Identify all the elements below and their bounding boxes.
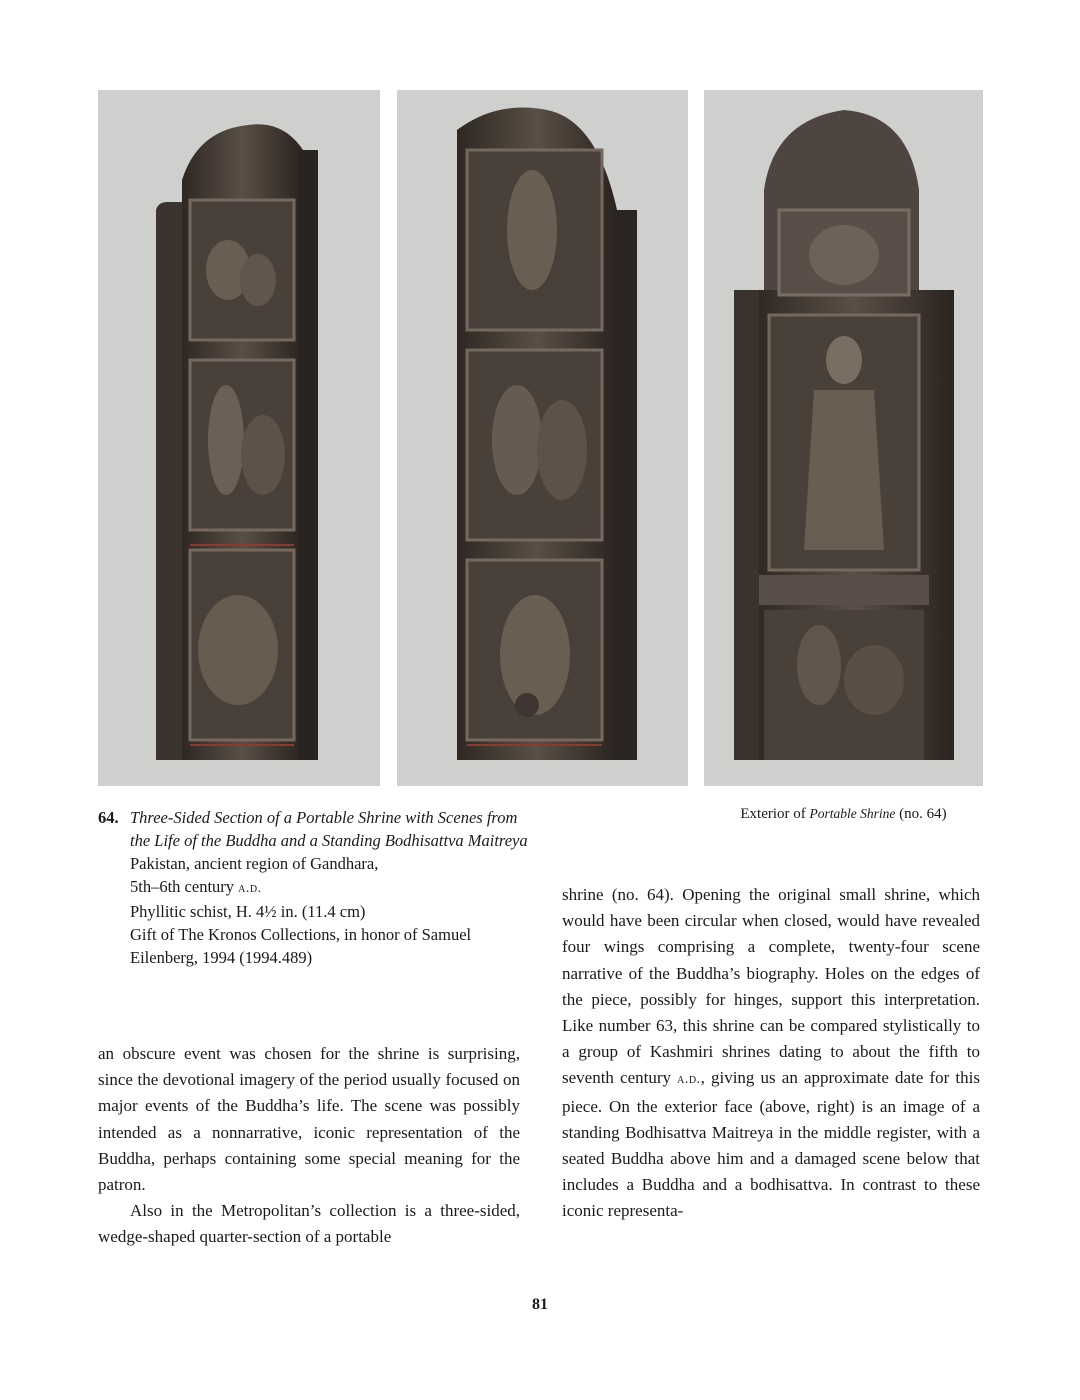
body-column-right xyxy=(562,882,980,1225)
shrine-photo-middle xyxy=(397,90,688,786)
caption-origin: Pakistan, ancient region of Gandhara, xyxy=(130,854,379,873)
figure-number: 64. xyxy=(98,808,119,827)
shrine-right-image xyxy=(704,90,983,786)
caption-title-line2: the Life of the Buddha and a Standing Bodhisattva Maitreya xyxy=(130,831,528,850)
caption-date-text: 5th–6th century xyxy=(130,877,235,896)
caption-credit-line1: Gift of The Kronos Collections, in honor of Samuel xyxy=(130,925,472,944)
page-number: 81 xyxy=(532,1296,548,1313)
body-right-part2: , giving us an approximate date for this piece. On the exterior face (above, right) is an image of a standing Bodhisattva Maitreya in the middle register, with a seated Buddha above him and a damaged scene below that includes a Buddha and a bodhisattva. In contrast to these iconic representa- xyxy=(562,1068,980,1221)
shrine-photo-right xyxy=(704,90,983,786)
caption-material: Phyllitic schist, H. 4½ in. (11.4 cm) xyxy=(130,902,366,921)
shrine-middle-image xyxy=(397,90,688,786)
figure-caption xyxy=(98,806,528,969)
exterior-caption-prefix: Exterior of xyxy=(740,806,810,822)
body-right-era: a.d. xyxy=(677,1072,701,1088)
body-right-paragraph xyxy=(562,882,980,1225)
body-right-part1: shrine (no. 64). Opening the original small shrine, which would have been circular when closed, would have revealed four wings comprising a complete, twenty-four scene narrative of the Buddha’s biography. Holes on the edges of the piece, possibly for hinges, support this interpretation. Like number 63, this shrine can be compared stylistically to a group of Kashmiri shrines dating to about the fifth to seventh century xyxy=(562,885,980,1088)
body-column-left xyxy=(98,1041,520,1251)
caption-date xyxy=(98,875,528,900)
exterior-caption-suffix: (no. 64) xyxy=(895,806,947,822)
body-left-paragraph-1: an obscure event was chosen for the shrine is surprising, since the devotional imagery of the period usually focused on major events of the Buddha’s life. The scene was possibly intended as a nonnarrative, iconic representation of the Buddha, perhaps containing some special meaning for the patron. xyxy=(98,1044,520,1195)
exterior-caption-title: Portable Shrine xyxy=(809,806,896,821)
caption-date-era: a.d. xyxy=(238,881,262,896)
caption-credit-line2: Eilenberg, 1994 (1994.489) xyxy=(130,948,313,967)
body-left-paragraph-2: Also in the Metropolitan’s collection is a three-sided, wedge-shaped quarter-section of a portable xyxy=(98,1201,520,1247)
caption-title-line1: Three-Sided Section of a Portable Shrine with Scenes from xyxy=(130,808,518,827)
shrine-left-image xyxy=(98,90,380,786)
exterior-caption xyxy=(704,806,983,823)
shrine-photo-left xyxy=(98,90,380,786)
